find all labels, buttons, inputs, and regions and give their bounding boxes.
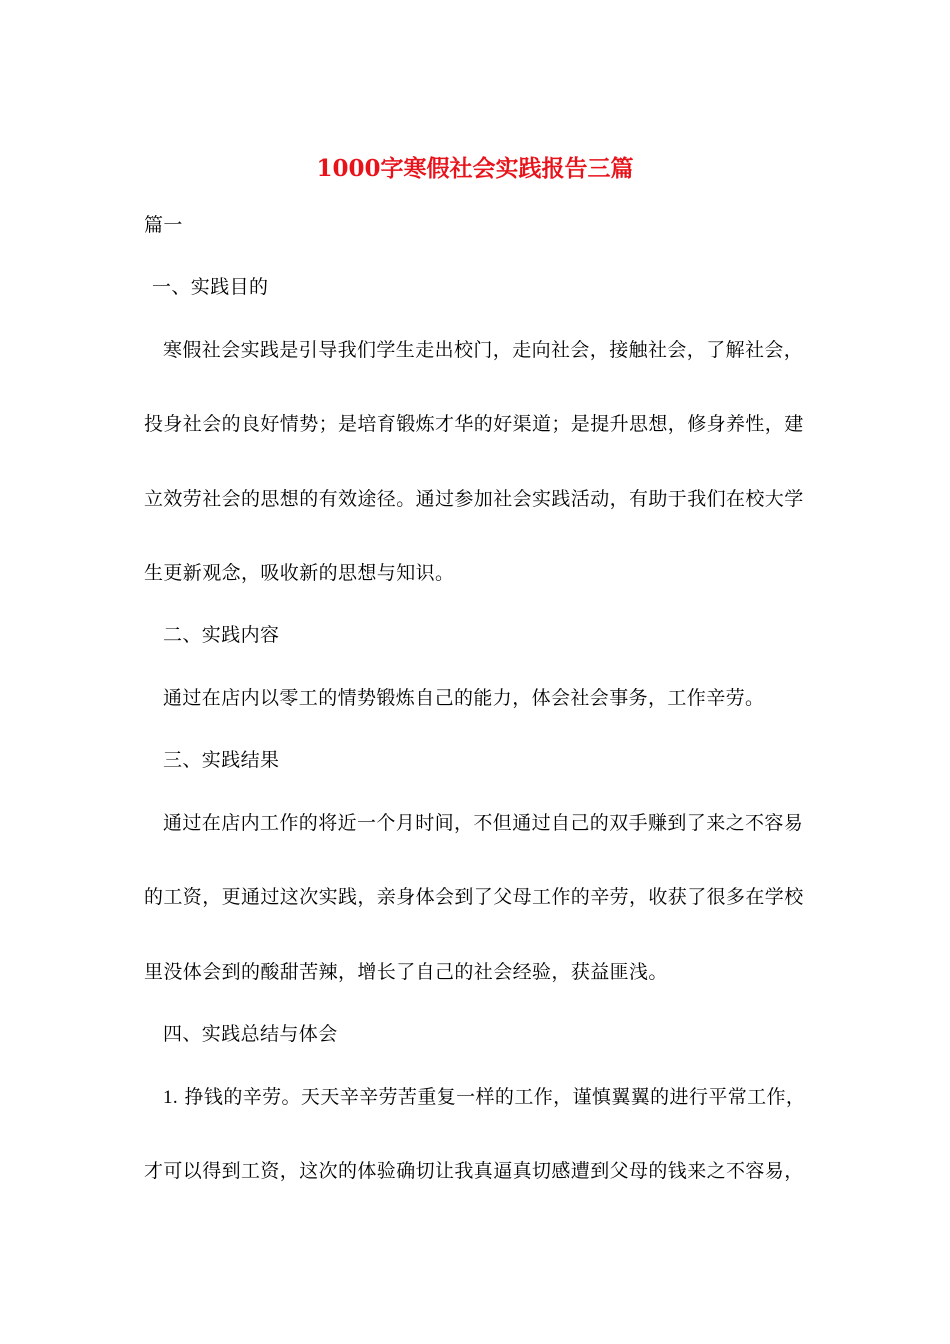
- paragraph-line: 的工资，更通过这次实践，亲身体会到了父母工作的辛劳，收获了很多在学校: [144, 886, 804, 908]
- list-item: [163, 1084, 805, 1111]
- list-item-text: 挣钱的辛劳。天天辛辛劳苦重复一样的工作，谨慎翼翼的进行平常工作，: [184, 1086, 806, 1108]
- paragraph-line: 生更新观念，吸收新的思想与知识。: [144, 562, 455, 584]
- paragraph-line: 里没体会到的酸甜苦辣，增长了自己的社会经验，获益匪浅。: [144, 961, 668, 983]
- heading-purpose: 一、实践目的: [152, 276, 269, 298]
- paragraph-line: 通过在店内工作的将近一个月时间，不但通过自己的双手赚到了来之不容易: [163, 812, 804, 834]
- paragraph-line: 寒假社会实践是引导我们学生走出校门，走向社会，接触社会，了解社会，: [163, 339, 804, 361]
- heading-content: 二、实践内容: [163, 624, 280, 646]
- paragraph-line: 才可以得到工资，这次的体验确切让我真逼真切感遭到父母的钱来之不容易，: [144, 1160, 804, 1182]
- paragraph-line: 投身社会的良好情势；是培育锻炼才华的好渠道；是提升思想，修身养性，建: [144, 413, 804, 435]
- heading-results: 三、实践结果: [163, 749, 280, 771]
- list-item-number: 1.: [163, 1087, 179, 1108]
- paragraph-line: 立效劳社会的思想的有效途径。通过参加社会实践活动，有助于我们在校大学: [144, 488, 804, 510]
- section-label: 篇一: [144, 214, 183, 236]
- heading-summary: 四、实践总结与体会: [163, 1023, 338, 1045]
- document-title: 1000字寒假社会实践报告三篇: [316, 155, 634, 182]
- paragraph-line: 通过在店内以零工的情势锻炼自己的能力，体会社会事务，工作辛劳。: [163, 687, 765, 709]
